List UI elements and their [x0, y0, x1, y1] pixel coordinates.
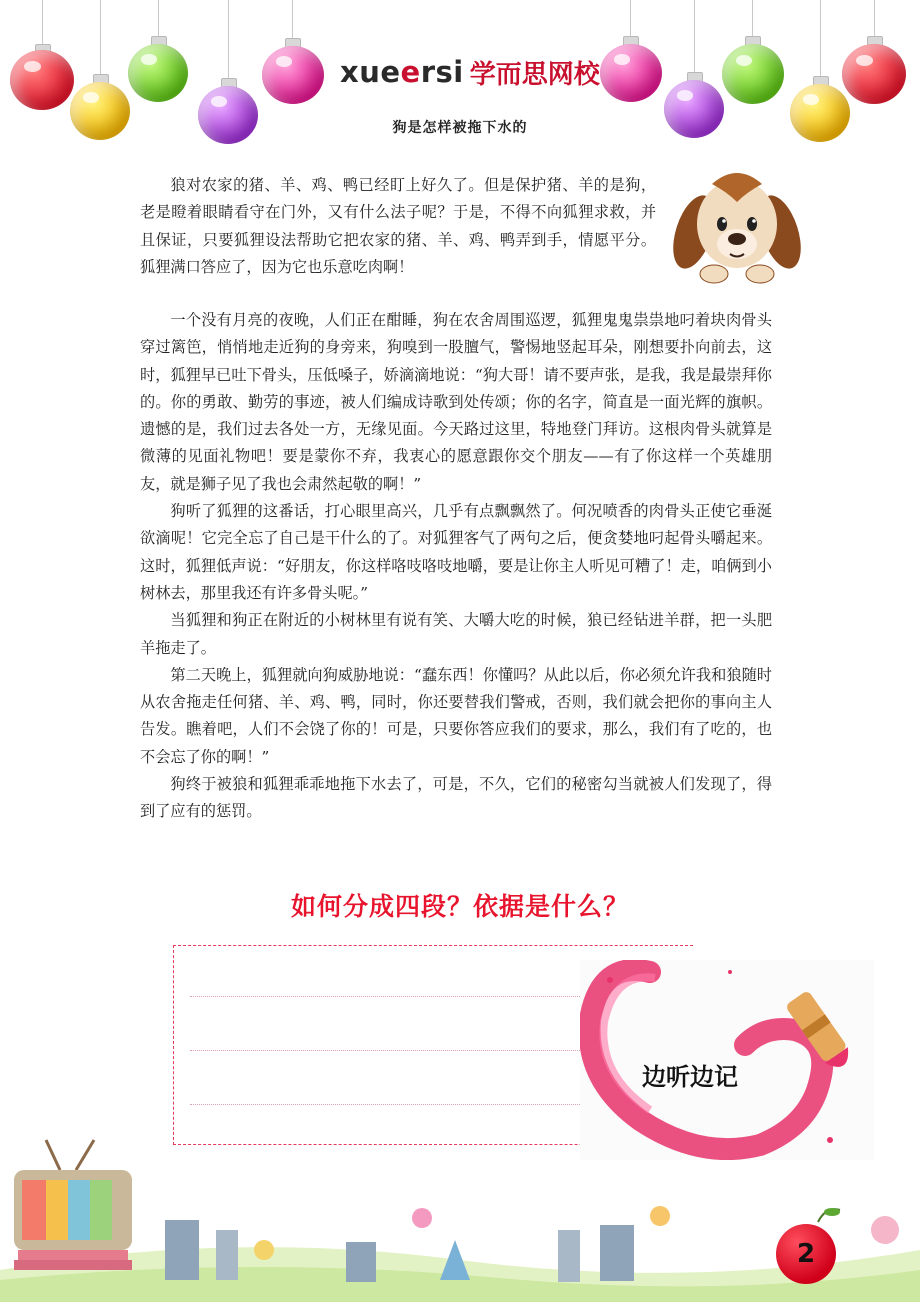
ornament-ball [842, 44, 906, 104]
note-line[interactable] [190, 1104, 580, 1105]
ornament-ball [10, 50, 74, 110]
ornament-ball [600, 44, 662, 102]
page-number: 2 [796, 1239, 816, 1269]
story-paragraph: 第二天晚上，狐狸就向狗威胁地说：“蠢东西！你懂吗？从此以后，你必须允许我和狼随时从农舍拖走任何猪、羊、鸡、鸭，同时，你还要替我们警戒，否则，我们就会把你的事向主人告发。瞧着吧，人们不会饶了你的！可是，只要你答应我们的要求，那么，我们有了吃的，也不会忘了你的啊！” [140, 665, 772, 766]
ornament-ball [128, 44, 188, 102]
brand-logo: xueersi 学而思网校 [340, 55, 600, 90]
tv-icon [14, 1140, 132, 1270]
note-line[interactable] [190, 996, 580, 997]
exercise-question: 如何分成四段？依据是什么？ [290, 892, 629, 921]
story-paragraph: 当狐狸和狗正在附近的小树林里有说有笑、大嚼大吃的时候，狼已经钻进羊群，把一头肥羊拖走了。 [140, 611, 772, 657]
story-paragraph: 一个没有月亮的夜晚，人们正在酣睡，狗在农舍周围巡逻，狐狸鬼鬼祟祟地叼着块肉骨头穿过篱笆，悄悄地走近狗的身旁来，狗嗅到一股膻气，警惕地竖起耳朵，刚想要扑向前去，这时，狐狸早已吐下骨头，压低嗓子，娇滴滴地说：“狗大哥！请不要声张，是我，我是最崇拜你的。你的勇敢、勤劳的事迹，被人们编成诗歌到处传颂；你的名字，简直是一面光辉的旗帜。遗憾的是，我们过去各处一方，无缘见面。今天路过这里，特地登门拜访。这根肉骨头就算是微薄的见面礼物吧！要是蒙你不弃，我衷心的愿意跟你交个朋友——有了你这样一个英雄朋友，就是狮子见了我也会肃然起敬的啊！” [140, 311, 772, 493]
story-paragraph: 狼对农家的猪、羊、鸡、鸭已经盯上好久了。但是保护猪、羊的是狗，老是瞪着眼睛看守在门外，又有什么法子呢？于是，不得不向狐狸求救，并且保证，只要狐狸设法帮助它把农家的猪、羊、鸡、鸭弄到手，情愿平分。狐狸满口答应了，因为它也乐意吃肉啊！ [140, 176, 656, 276]
story-paragraph: 狗听了狐狸的这番话，打心眼里高兴，几乎有点飘飘然了。何况喷香的肉骨头正使它垂涎欲滴呢！它完全忘了自己是干什么的了。对狐狸客气了两句之后，便贪婪地叼起骨头嚼起来。这时，狐狸低声说：“好朋友，你这样咯吱咯吱地嚼，要是让你主人听见可糟了！走，咱俩到小树林去，那里我还有许多骨头呢。” [140, 502, 772, 602]
footer-scenery [0, 1130, 920, 1302]
note-line[interactable] [190, 1050, 580, 1051]
page-title: 狗是怎样被拖下水的 [392, 120, 528, 136]
ornament-ball [262, 46, 324, 104]
ornament-ball [722, 44, 784, 104]
dog-face-icon [672, 162, 802, 292]
story-body [140, 307, 772, 826]
notes-label: 边听边记 [642, 1063, 738, 1091]
story-paragraph: 狗终于被狼和狐狸乖乖地拖下水去了，可是，不久，它们的秘密勾当就被人们发现了，得到了应有的惩罚。 [140, 775, 772, 821]
cherry-page-icon [776, 1224, 836, 1284]
